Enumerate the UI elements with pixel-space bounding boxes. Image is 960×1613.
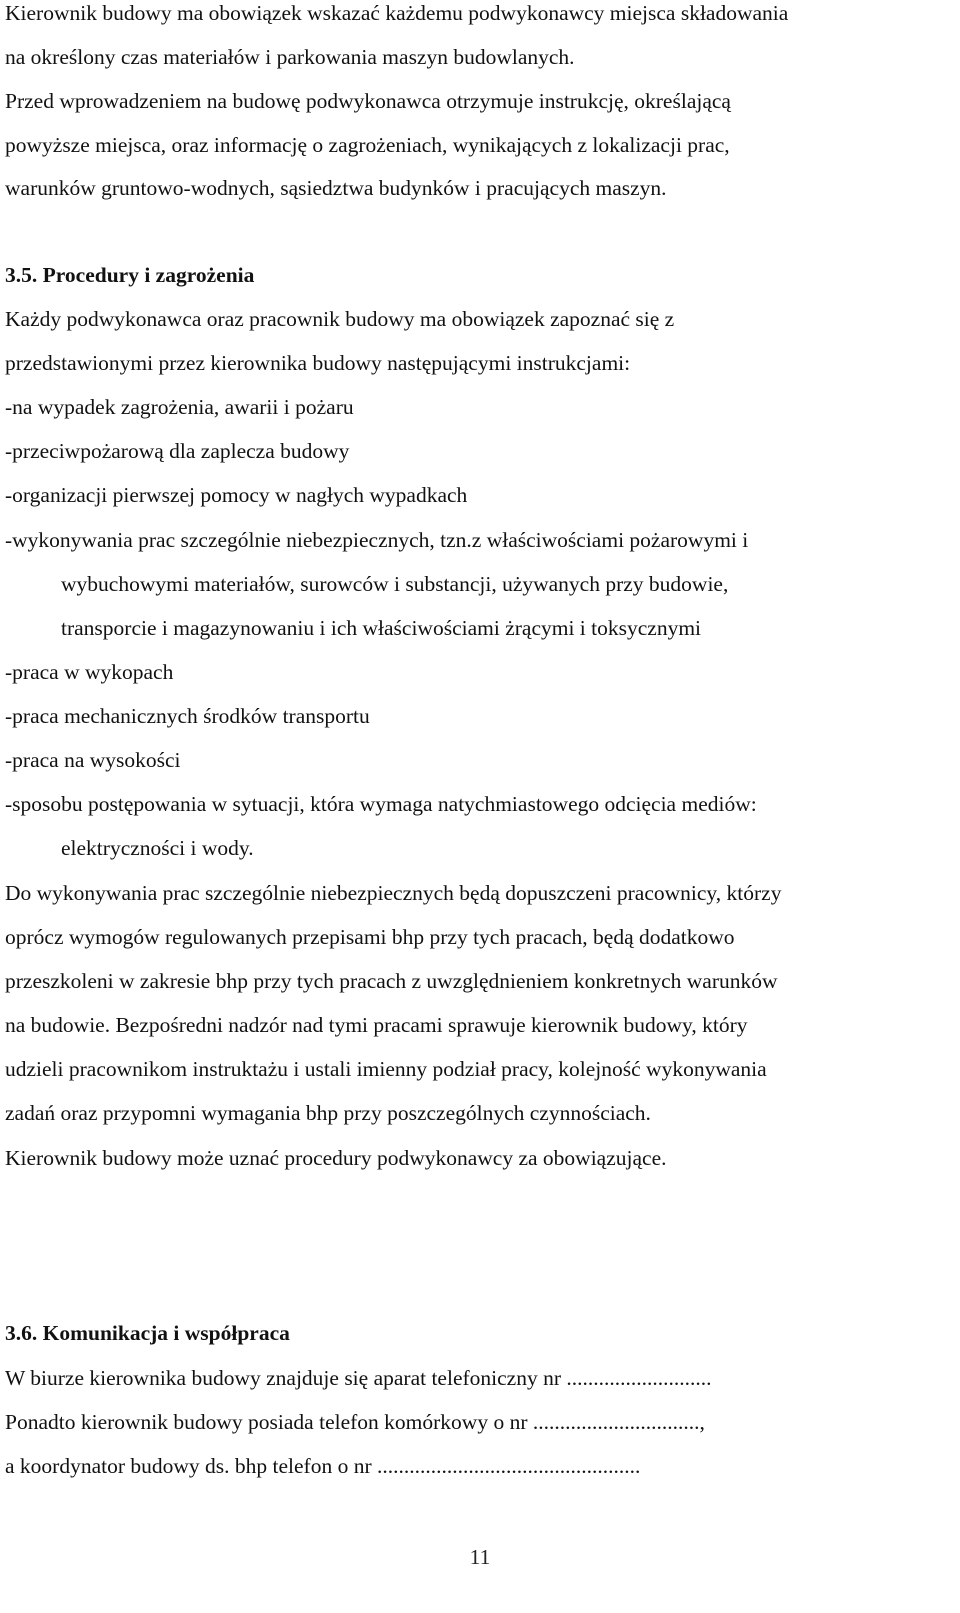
paragraph-line: powyższe miejsca, oraz informację o zagrożeniach, wynikających z lokalizacji prac, bbox=[5, 133, 730, 157]
paragraph-line: Każdy podwykonawca oraz pracownik budowy ma obowiązek zapoznać się z bbox=[5, 307, 675, 331]
list-item: -praca w wykopach bbox=[5, 660, 174, 684]
section-heading-3-5: 3.5. Procedury i zagrożenia bbox=[5, 263, 255, 287]
paragraph-line: Do wykonywania prac szczególnie niebezpiecznych będą dopuszczeni pracownicy, którzy bbox=[5, 881, 782, 905]
contact-line: Ponadto kierownik budowy posiada telefon komórkowy o nr ..............................., bbox=[5, 1410, 705, 1434]
list-item: -praca na wysokości bbox=[5, 748, 181, 772]
page-number: 11 bbox=[469, 1545, 491, 1569]
paragraph-line: warunków gruntowo-wodnych, sąsiedztwa budynków i pracujących maszyn. bbox=[5, 176, 667, 200]
paragraph-line: oprócz wymogów regulowanych przepisami bhp przy tych pracach, będą dodatkowo bbox=[5, 925, 735, 949]
list-item: -sposobu postępowania w sytuacji, która wymaga natychmiastowego odcięcia mediów: bbox=[5, 792, 757, 816]
list-item-continuation: wybuchowymi materiałów, surowców i substancji, używanych przy budowie, bbox=[61, 572, 729, 596]
list-item: -na wypadek zagrożenia, awarii i pożaru bbox=[5, 395, 354, 419]
list-item-continuation: elektryczności i wody. bbox=[61, 836, 254, 860]
paragraph-line: przedstawionymi przez kierownika budowy następującymi instrukcjami: bbox=[5, 351, 631, 375]
list-item: -przeciwpożarową dla zaplecza budowy bbox=[5, 439, 350, 463]
paragraph-line: udzieli pracownikom instruktażu i ustali imienny podział pracy, kolejność wykonywania bbox=[5, 1057, 767, 1081]
paragraph-line: Kierownik budowy może uznać procedury podwykonawcy za obowiązujące. bbox=[5, 1146, 667, 1170]
list-item: -organizacji pierwszej pomocy w nagłych wypadkach bbox=[5, 483, 468, 507]
paragraph-line: Kierownik budowy ma obowiązek wskazać każdemu podwykonawcy miejsca składowania bbox=[5, 1, 789, 25]
contact-line: W biurze kierownika budowy znajduje się aparat telefoniczny nr ........................... bbox=[5, 1366, 712, 1390]
paragraph-line: Przed wprowadzeniem na budowę podwykonawca otrzymuje instrukcję, określającą bbox=[5, 89, 731, 113]
paragraph-line: na określony czas materiałów i parkowania maszyn budowlanych. bbox=[5, 45, 575, 69]
paragraph-line: przeszkoleni w zakresie bhp przy tych pracach z uwzględnieniem konkretnych warunków bbox=[5, 969, 778, 993]
list-item: -praca mechanicznych środków transportu bbox=[5, 704, 370, 728]
section-heading-3-6: 3.6. Komunikacja i współpraca bbox=[5, 1321, 290, 1345]
paragraph-line: na budowie. Bezpośredni nadzór nad tymi pracami sprawuje kierownik budowy, który bbox=[5, 1013, 748, 1037]
paragraph-line: zadań oraz przypomni wymagania bhp przy poszczególnych czynnościach. bbox=[5, 1101, 651, 1125]
contact-line: a koordynator budowy ds. bhp telefon o nr ................................................. bbox=[5, 1454, 641, 1478]
list-item: -wykonywania prac szczególnie niebezpiecznych, tzn.z właściwościami pożarowymi i bbox=[5, 528, 749, 552]
list-item-continuation: transporcie i magazynowaniu i ich właściwościami żrącymi i toksycznymi bbox=[61, 616, 702, 640]
